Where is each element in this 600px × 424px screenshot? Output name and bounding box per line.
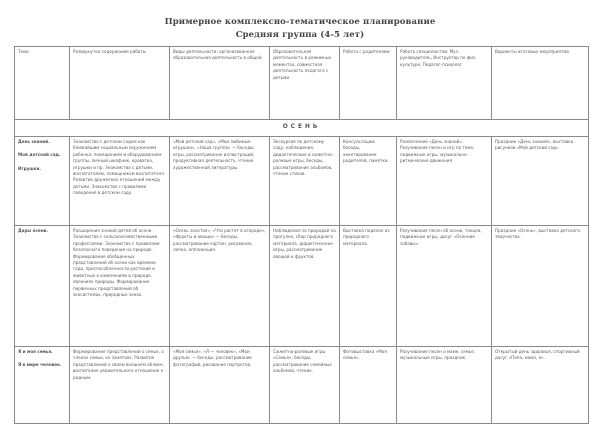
final-cell: Праздник «День знаний», выставка рисунков «Мой детский сад».: [492, 137, 589, 226]
joint-cell: Наблюдения за природой на прогулке, сбор природного материала, дидактические игры, рассматривание овощей и фруктов.: [270, 226, 340, 347]
specialists-cell: Разучивание песен об осени, танцев, подвижные игры, досуг «Осенние забавы».: [397, 226, 492, 347]
final-cell: Открытый день здоровья, спортивный досуг «Папа, мама, я».: [492, 347, 589, 424]
theme-cell: Я и моя семья. Я в мире человек.: [15, 347, 70, 424]
activities-cell: «Мой детский сад», «Мои любимые игрушки», «Наша группа» — беседы, игры, рассматривание иллюстраций, продуктивная деятельность, чтение художественной литературы.: [170, 137, 270, 226]
planning-table: [14, 46, 589, 424]
specialists-cell: Развлечение «День знаний». Разучивание песен и игр по теме, подвижные игры, музыкально-ритмические движения.: [397, 137, 492, 226]
table-header-row: [15, 47, 589, 120]
header-cell: Варианты итоговых мероприятий: [492, 47, 589, 120]
parents-cell: Консультации, беседы, анкетирование родителей, памятки.: [340, 137, 397, 226]
activities-cell: «Моя семья», «Я — человек», «Мои друзья» — беседы, рассматривание фотографий, рисование портретов.: [170, 347, 270, 424]
season-row: [15, 120, 589, 137]
table-row: [15, 347, 589, 424]
table-row: [15, 137, 589, 226]
content-cell: Формирование представлений о семье, о членах семьи, их занятиях. Развитие представлений о своем внешнем облике, воспитание уважительного отношения к родным.: [70, 347, 170, 424]
document-subtitle: Средняя группа (4-5 лет): [235, 30, 365, 40]
header-cell: Развернутое содержание работы: [70, 47, 170, 120]
final-cell: Праздник «Осень», выставка детского творчества.: [492, 226, 589, 347]
document-title: Примерное комплексно-тематическое планирование: [164, 17, 436, 27]
activities-cell: «Осень золотая», «Что растет в огороде», «Фрукты и овощи» — беседы, рассматривание картин, рисование, лепка, аппликация.: [170, 226, 270, 347]
content-cell: Знакомство с детским садом как ближайшим социальным окружением ребенка: помещением и оборудованием группы, личный шкафчик, кроватка, игрушки и пр. Знакомство с детьми, воспитателем, помощником воспитателя. Развитие дружеских отношений между детьми. Знакомство с правилами поведения в детском саду.: [70, 137, 170, 226]
theme-cell: Дары осени.: [15, 226, 70, 347]
theme-cell: День знаний. Мой детский сад. Игрушки.: [15, 137, 70, 226]
joint-cell: Экскурсия по детскому саду, наблюдения, дидактические и сюжетно-ролевые игры, беседы, рассматривание альбомов, чтение стихов.: [270, 137, 340, 226]
parents-cell: Выставка поделок из природного материала.: [340, 226, 397, 347]
content-cell: Расширение знаний детей об осени. Знакомство с сельскохозяйственными профессиями. Знакомство с правилами безопасного поведения на природе. Формирование обобщенных представлений об осени как времени года, приспособленности растений и животных к изменениям в природе, явлениях природы. Формирование первичных представлений об экосистемах, природных зонах.: [70, 226, 170, 347]
header-cell: Работа с родителями: [340, 47, 397, 120]
header-cell: Работа специалистов: Муз. руководитель, Инструктор по физ. культуре, Педагог-психолог: [397, 47, 492, 120]
header-cell: Образовательная деятельность в режимных моментах, совместная деятельность педагога с детьми: [270, 47, 340, 120]
specialists-cell: Разучивание песен о маме, семье, музыкальные игры, праздник.: [397, 347, 492, 424]
table-row: [15, 226, 589, 347]
joint-cell: Сюжетно-ролевые игры «Семья», беседы, рассматривание семейных альбомов, чтение.: [270, 347, 340, 424]
header-cell: Тема: [15, 47, 70, 120]
parents-cell: Фотовыставка «Моя семья».: [340, 347, 397, 424]
season-label: ОСЕНЬ: [15, 120, 589, 137]
header-cell: Виды деятельности: организованная образовательная деятельность в общей: [170, 47, 270, 120]
